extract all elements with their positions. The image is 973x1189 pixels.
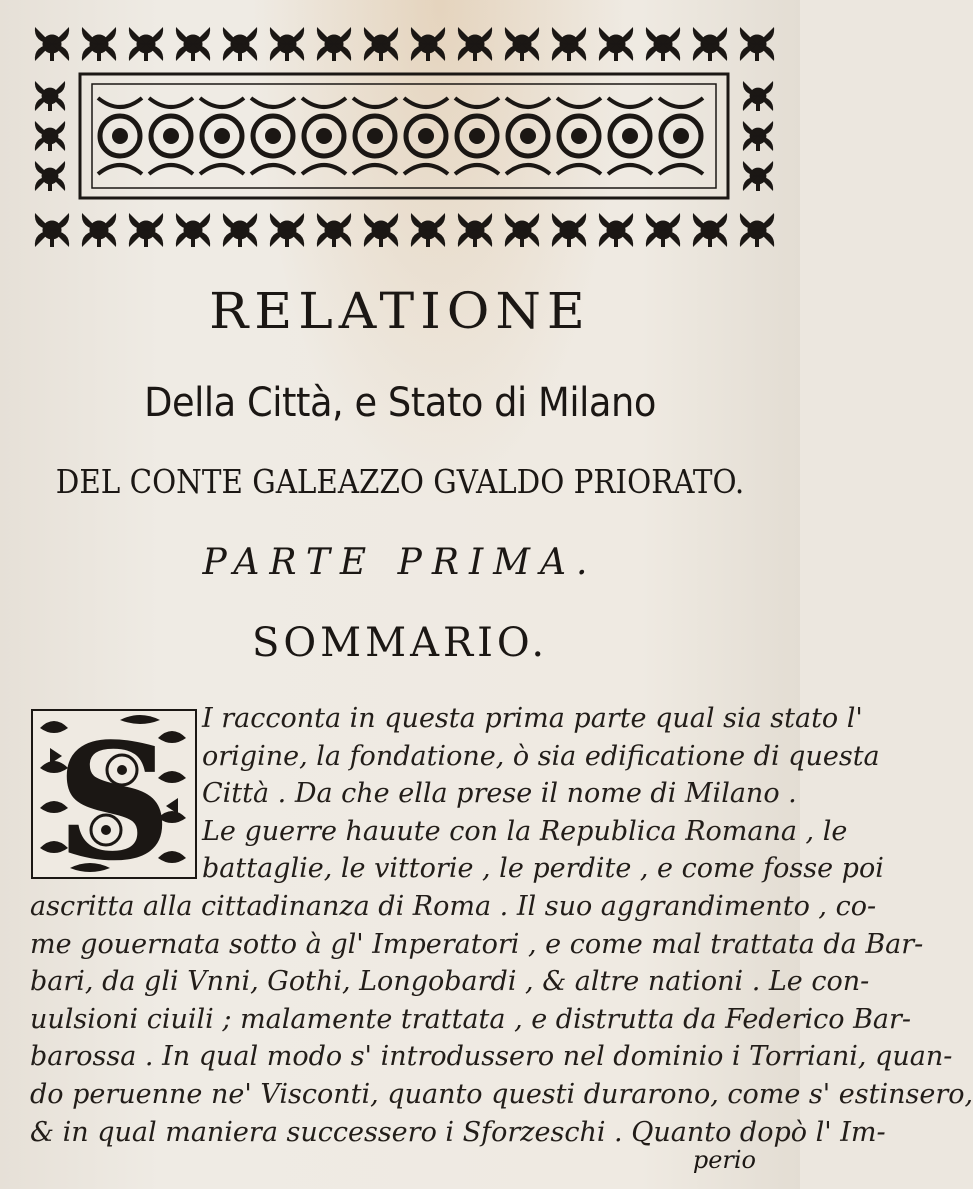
body-line: I racconta in questa prima parte qual sia stato l' bbox=[202, 703, 863, 734]
ornament-motif bbox=[693, 213, 727, 247]
ornament-scroll bbox=[353, 98, 397, 174]
summary-body bbox=[30, 700, 973, 1151]
ornament-scroll bbox=[251, 98, 295, 174]
document-subtitle: Della Città, e Stato di Milano bbox=[144, 380, 656, 426]
ornament-scroll bbox=[506, 98, 550, 174]
ornament-scroll bbox=[149, 98, 193, 174]
ornament-motif bbox=[35, 27, 69, 61]
part-heading: PARTE PRIMA. bbox=[202, 542, 598, 583]
summary-heading: SOMMARIO. bbox=[251, 620, 549, 666]
ornament-motif bbox=[552, 213, 586, 247]
ornament-motif bbox=[552, 27, 586, 61]
ornament-scroll bbox=[302, 98, 346, 174]
ornament-motif bbox=[740, 27, 774, 61]
ornament-motif bbox=[458, 27, 492, 61]
ornament-motif bbox=[505, 27, 539, 61]
ornament-motif bbox=[364, 213, 398, 247]
ornament-scroll bbox=[98, 98, 142, 174]
author-line: DEL CONTE GALEAZZO GVALDO PRIORATO. bbox=[55, 462, 745, 501]
body-line: battaglie, le vittorie , le perdite , e come fosse poi bbox=[202, 853, 884, 885]
ornament-motif bbox=[646, 27, 680, 61]
ornament-scroll bbox=[659, 98, 703, 174]
ornament-motif bbox=[599, 27, 633, 61]
ornament-motif bbox=[693, 27, 727, 61]
body-line: origine, la fondatione, ò sia edificatione di questa bbox=[202, 740, 880, 772]
catchword: perio bbox=[692, 1146, 756, 1174]
ornament-motif bbox=[599, 213, 633, 247]
ornament-motif bbox=[743, 161, 773, 191]
document-title: RELATIONE bbox=[209, 283, 591, 341]
ornament-scroll bbox=[404, 98, 448, 174]
ornament-motif bbox=[35, 81, 65, 111]
ornament-motif bbox=[740, 213, 774, 247]
ornament-scroll bbox=[608, 98, 652, 174]
ornament-motif bbox=[82, 27, 116, 61]
ornament-motif bbox=[270, 213, 304, 247]
body-line: & in qual maniera successero i Sforzeschi . Quanto dopò l' Im- bbox=[30, 1116, 886, 1148]
ornament-motif bbox=[129, 213, 163, 247]
ornament-motif bbox=[35, 213, 69, 247]
ornament-motif bbox=[317, 213, 351, 247]
body-line: Le guerre hauute con la Republica Romana , le bbox=[202, 815, 848, 847]
drop-initial-letter: S bbox=[56, 708, 172, 896]
ornament-motif bbox=[646, 213, 680, 247]
body-line: barossa . In qual modo s' introdussero nel dominio i Torriani, quan- bbox=[30, 1041, 953, 1073]
body-line: do peruenne ne' Visconti, quanto questi durarono, come s' estinsero, bbox=[30, 1078, 973, 1110]
ornament-motif bbox=[35, 161, 65, 191]
ornament-scroll bbox=[200, 98, 244, 174]
ornamental-headpiece bbox=[28, 18, 780, 256]
ornament-motif bbox=[35, 121, 65, 151]
ornament-motif bbox=[223, 213, 257, 247]
ornament-motif bbox=[317, 27, 351, 61]
ornament-motif bbox=[82, 213, 116, 247]
body-line: ascritta alla cittadinanza di Roma . Il suo aggrandimento , co- bbox=[30, 890, 877, 922]
ornament-motif bbox=[411, 27, 445, 61]
ornament-motif bbox=[176, 213, 210, 247]
ornament-motif bbox=[129, 27, 163, 61]
ornament-scroll bbox=[557, 98, 601, 174]
body-line: bari, da gli Vnni, Gothi, Longobardi , & altre nationi . Le con- bbox=[30, 966, 870, 998]
ornament-motif bbox=[270, 27, 304, 61]
ornament-motif bbox=[505, 213, 539, 247]
ornament-motif bbox=[458, 213, 492, 247]
body-line: Città . Da che ella prese il nome di Milano . bbox=[202, 778, 797, 810]
ornament-motif bbox=[364, 27, 398, 61]
ornament-motif bbox=[176, 27, 210, 61]
body-line: me gouernata sotto à gl' Imperatori , e come mal trattata da Bar- bbox=[30, 928, 924, 960]
ornament-motif bbox=[223, 27, 257, 61]
ornament-motif bbox=[743, 81, 773, 111]
ornament-scroll bbox=[455, 98, 499, 174]
body-line: uulsioni ciuili ; malamente trattata , e distrutta da Federico Bar- bbox=[30, 1003, 912, 1035]
ornament-motif bbox=[411, 213, 445, 247]
ornament-motif bbox=[743, 121, 773, 151]
